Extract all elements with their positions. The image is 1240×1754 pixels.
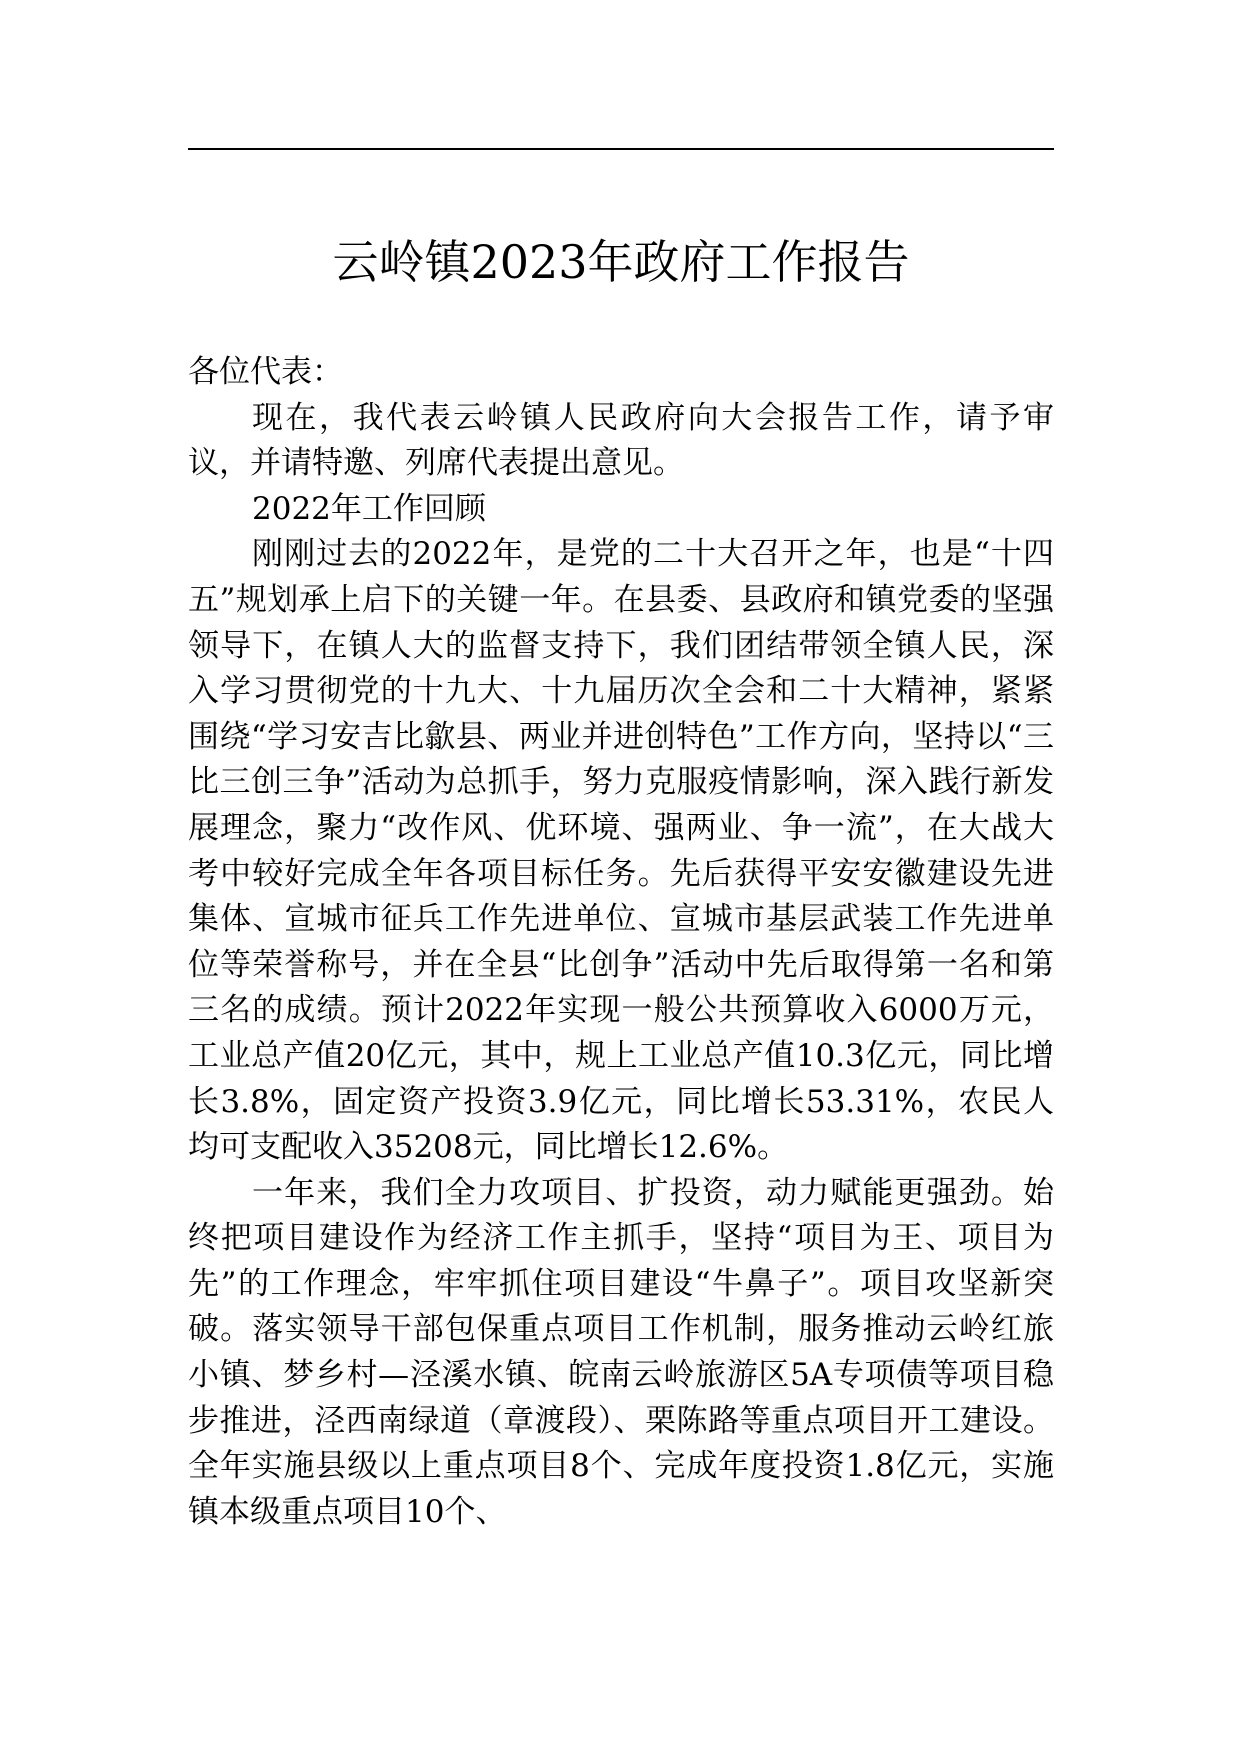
paragraph-projects: 一年来，我们全力攻项目、扩投资，动力赋能更强劲。始终把项目建设作为经济工作主抓手，坚持“项目为王、项目为先”的工作理念，牢牢抓住项目建设“牛鼻子”。项目攻坚新突破。落实领导干部包保重点项目工作机制，服务推动云岭红旅小镇、梦乡村—泾溪水镇、皖南云岭旅游区5A专项债等项目稳步推进，泾西南绿道（章渡段）、栗陈路等重点项目开工建设。全年实施县级以上重点项目8个、完成年度投资1.8亿元，实施镇本级重点项目10个、 <box>188 1174 1054 1530</box>
header-rule <box>188 148 1054 150</box>
paragraph-opening: 现在，我代表云岭镇人民政府向大会报告工作，请予审议，并请特邀、列席代表提出意见。 <box>188 399 1054 482</box>
section-heading-2022-review: 2022年工作回顾 <box>252 490 486 527</box>
document-title: 云岭镇2023年政府工作报告 <box>332 235 910 289</box>
paragraph-2022-summary: 刚刚过去的2022年，是党的二十大召开之年，也是“十四五”规划承上启下的关键一年。在县委、县政府和镇党委的坚强领导下，在镇人大的监督支持下，我们团结带领全镇人民，深入学习贯彻党的十九大、十九届历次全会和二十大精神，紧紧围绕“学习安吉比歙县、两业并进创特色”工作方向，坚持以“三比三创三争”活动为总抓手，努力克服疫情影响，深入践行新发展理念，聚力“改作风、优环境、强两业、争一流”，在大战大考中较好完成全年各项目标任务。先后获得平安安徽建设先进集体、宣城市征兵工作先进单位、宣城市基层武装工作先进单位等荣誉称号，并在全县“比创争”活动中先后取得第一名和第三名的成绩。预计2022年实现一般公共预算收入6000万元，工业总产值20亿元，其中，规上工业总产值10.3亿元，同比增长3.8%，固定资产投资3.9亿元，同比增长53.31%，农民人均可支配收入35208元，同比增长12.6%。 <box>188 536 1054 1166</box>
salutation: 各位代表： <box>188 354 343 390</box>
document-body <box>188 350 1054 1535</box>
